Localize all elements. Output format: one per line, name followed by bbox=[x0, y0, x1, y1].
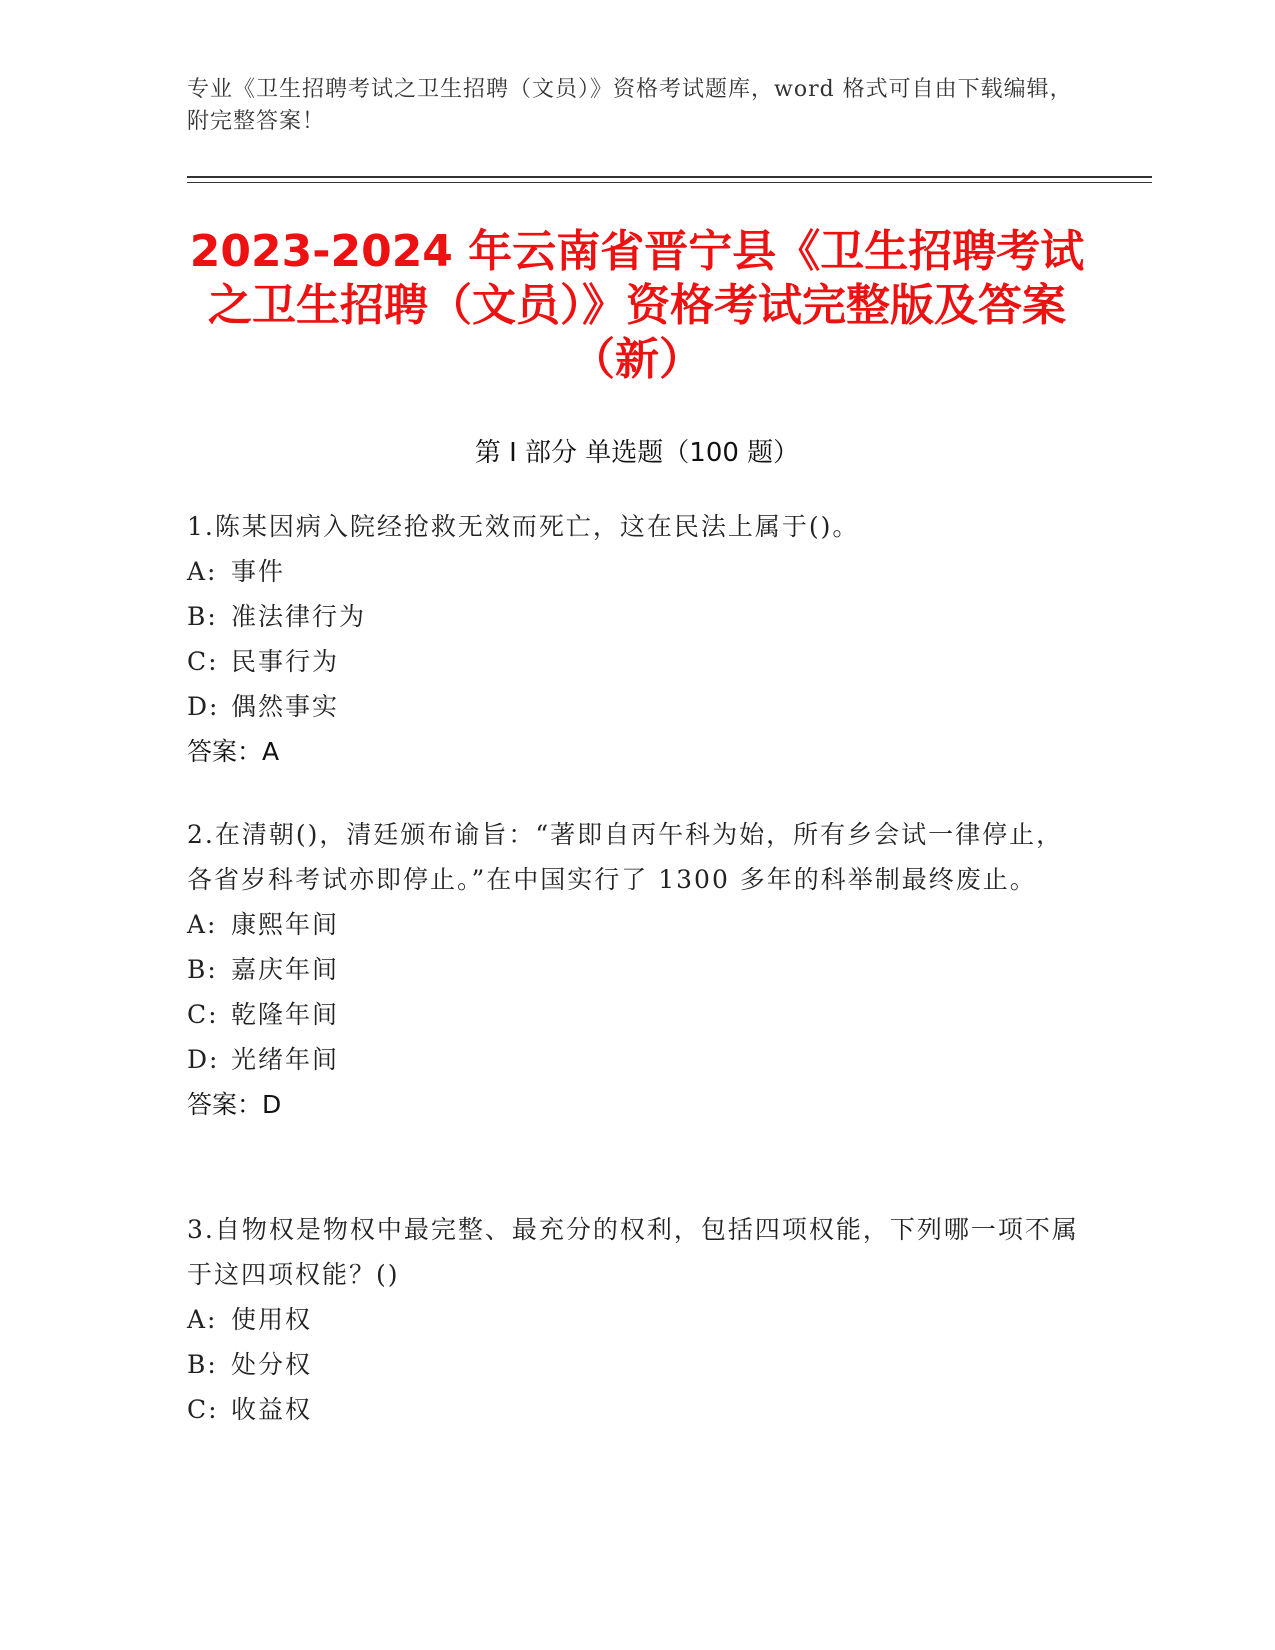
option-d bbox=[187, 1037, 1087, 1082]
option-c bbox=[187, 992, 1087, 1037]
option-b bbox=[187, 947, 1087, 992]
option-text: 事件 bbox=[231, 557, 286, 586]
option-text: 光绪年间 bbox=[231, 1045, 340, 1074]
option-letter: A: bbox=[187, 557, 218, 586]
option-text: 处分权 bbox=[231, 1350, 313, 1379]
header-divider-thick bbox=[187, 176, 1152, 178]
document-title: 2023-2024 年云南省晋宁县《卫生招聘考试之卫生招聘（文员）》资格考试完整版及答案（新） bbox=[189, 226, 1085, 385]
option-letter: D: bbox=[187, 692, 220, 721]
option-text: 乾隆年间 bbox=[231, 1000, 340, 1029]
header-divider-thin bbox=[187, 182, 1152, 183]
answer-line: 答案：A bbox=[187, 737, 280, 766]
answer-line: 答案：D bbox=[187, 1090, 282, 1119]
option-b bbox=[187, 1342, 1087, 1387]
option-letter: B: bbox=[187, 602, 218, 631]
option-a bbox=[187, 1297, 1087, 1342]
question-stem: 2.在清朝()，清廷颁布谕旨：“著即自丙午科为始，所有乡会试一律停止，各省岁科考试亦即停止。”在中国实行了 1300 多年的科举制最终废止。 bbox=[187, 820, 1064, 894]
option-letter: C: bbox=[187, 1395, 219, 1424]
question-stem: 1.陈某因病入院经抢救无效而死亡，这在民法上属于()。 bbox=[187, 512, 860, 541]
option-letter: C: bbox=[187, 1000, 219, 1029]
option-c bbox=[187, 639, 1087, 684]
option-text: 使用权 bbox=[231, 1305, 313, 1334]
option-d bbox=[187, 684, 1087, 729]
option-text: 民事行为 bbox=[231, 647, 340, 676]
option-text: 康熙年间 bbox=[231, 910, 340, 939]
option-b bbox=[187, 594, 1087, 639]
header-note: 专业《卫生招聘考试之卫生招聘（文员）》资格考试题库，word 格式可自由下载编辑，附完整答案！ bbox=[187, 77, 1073, 134]
option-a bbox=[187, 902, 1087, 947]
option-text: 收益权 bbox=[231, 1395, 313, 1424]
option-letter: B: bbox=[187, 1350, 218, 1379]
question-1 bbox=[187, 504, 1087, 774]
option-a bbox=[187, 549, 1087, 594]
question-stem: 3.自物权是物权中最完整、最充分的权利，包括四项权能，下列哪一项不属于这四项权能？() bbox=[187, 1215, 1079, 1289]
option-c bbox=[187, 1387, 1087, 1432]
option-letter: D: bbox=[187, 1045, 220, 1074]
option-letter: C: bbox=[187, 647, 219, 676]
option-letter: B: bbox=[187, 955, 218, 984]
option-letter: A: bbox=[187, 1305, 218, 1334]
option-text: 准法律行为 bbox=[231, 602, 367, 631]
question-2 bbox=[187, 812, 1087, 1127]
question-3 bbox=[187, 1207, 1087, 1432]
option-text: 偶然事实 bbox=[231, 692, 340, 721]
option-letter: A: bbox=[187, 910, 218, 939]
section-title: 第 I 部分 单选题（100 题） bbox=[474, 438, 800, 468]
option-text: 嘉庆年间 bbox=[231, 955, 340, 984]
